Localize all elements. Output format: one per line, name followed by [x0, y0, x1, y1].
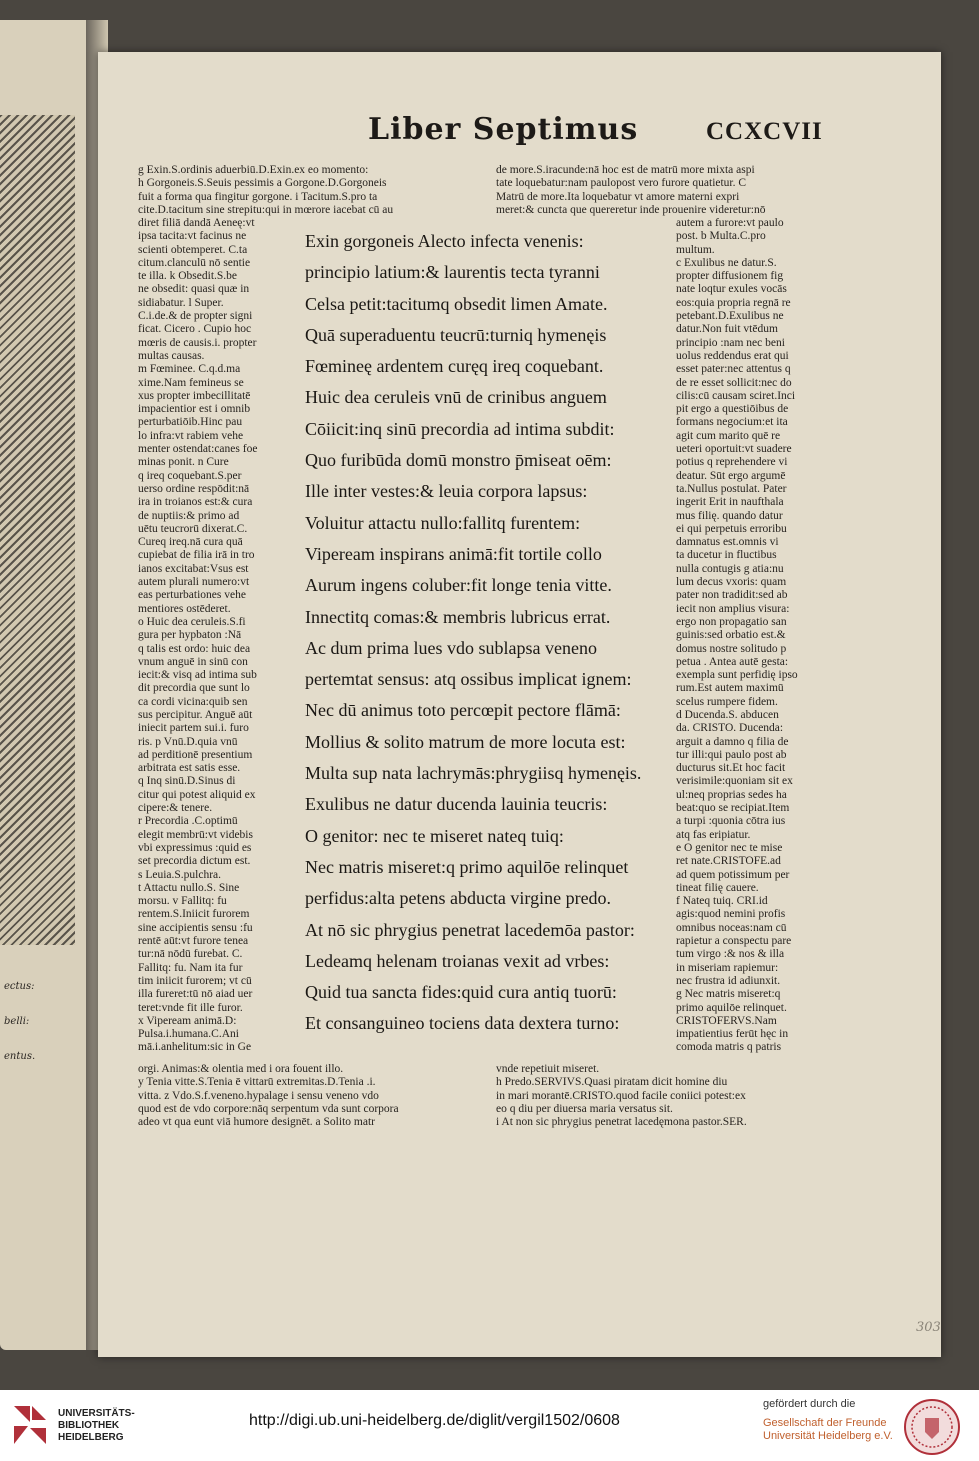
commentary-line: tate loquebatur:nam paulopost vero furore quatietur. C	[496, 177, 747, 190]
commentary-line: in mari morantē.CRISTO.quod facile coniici potest:ex	[496, 1089, 746, 1102]
funding-note	[763, 1398, 893, 1443]
commentary-line: de more.S.iracunde:nā hoc est de matrū more mixta aspi	[496, 164, 755, 176]
university-seal-icon[interactable]	[903, 1398, 961, 1456]
commentary-line: te illa. k Obsedit.S.be	[138, 270, 238, 283]
commentary-line: ficat. Cicero . Cupio hoc	[138, 323, 252, 336]
commentary-line: g Exin.S.ordinis aduerbiū.D.Exin.ex eo momento:	[138, 164, 369, 176]
verse-line: Quo furibūda domū monstro p̄miseat oēm:	[305, 450, 612, 471]
commentary-line: petebant.D.Exulibus ne	[676, 310, 784, 323]
commentary-line: e O genitor nec te mise	[676, 841, 783, 854]
commentary-line: g Nec matris miseret:q	[676, 988, 781, 1001]
verse-line: Vipeream inspirans animā:fit tortile collo	[305, 543, 602, 564]
commentary-line: autem a furore:vt paulo	[676, 217, 784, 229]
commentary-line: impatientius ferūt hęc in	[676, 1028, 789, 1041]
commentary-line: ipsa tacita:vt facinus ne	[138, 230, 247, 243]
commentary-line: h Predo.SERVIVS.Quasi piratam dicit homine diu	[496, 1076, 728, 1089]
commentary-line: multas causas.	[138, 349, 205, 362]
commentary-line: q talis est ordo: huic dea	[138, 642, 251, 655]
verse-line: Innectitq comas:& membris lubricus errat.	[305, 606, 611, 627]
commentary-line: principio :nam nec beni	[676, 336, 785, 349]
commentary-line: nulla contugis g atia:nu	[676, 562, 784, 575]
commentary-line: rentem.S.Iniicit furorem	[138, 908, 250, 921]
commentary-line: domus nostre solitudo p	[676, 642, 787, 655]
commentary-line: cite.D.tacitum sine strepitu:qui in mœrore iacebat cū au	[138, 203, 394, 216]
commentary-line: primo aquilōe relinquet.	[676, 1001, 787, 1014]
commentary-line: exempla sunt perfidię ipso	[676, 669, 798, 682]
commentary-line: ira in troianos est:& cura	[138, 496, 253, 509]
commentary-line: i At non sic phrygius penetrat lacedęmona pastor.SER.	[496, 1116, 747, 1129]
verse-line: perfidus:alta petens abducta virgine predo.	[305, 888, 612, 909]
commentary-line: dit precordia que sunt lo	[138, 682, 250, 695]
commentary-line: c Exulibus ne datur.S.	[676, 256, 777, 269]
verse-line: Ille inter vestes:& leuia corpora lapsus:	[305, 481, 588, 502]
commentary-line: ne obsedit: quasi quæ in	[138, 283, 250, 296]
commentary-line: comoda matris q patris	[676, 1041, 782, 1054]
commentary-line: tur illi:qui paulo post ab	[676, 748, 787, 761]
verse-line: At nō sic phrygius penetrat lacedemōa pastor:	[305, 919, 635, 940]
commentary-line: Cureq ireq.nā cura quā	[138, 536, 243, 549]
commentary-line: autem plurali numero:vt	[138, 576, 250, 589]
commentary-line: h Gorgoneis.S.Seuis pessimis a Gorgone.D.Gorgoneis	[138, 177, 387, 190]
verse-line: Voluitur attactu nullo:fallitq furentem:	[305, 512, 581, 533]
commentary-line: iecit non amplius visura:	[676, 602, 790, 615]
commentary-line: vitta. z Vdo.S.f.veneno.hypalage i sensu veneno vdo	[138, 1089, 379, 1102]
verse-line: Multa sup nata lachrymās:phrygiisq hymenęis.	[305, 763, 642, 784]
commentary-line: pater non tradidit:sed ab	[676, 589, 788, 602]
commentary-line: sus percipitur. Anguē aūt	[138, 708, 253, 721]
commentary-line: xus propter imbecillitatē	[138, 389, 251, 402]
left-page-fragment: belli:	[4, 1016, 30, 1027]
commentary-line: uerso ordine respōdit:nā	[138, 482, 250, 495]
commentary-line: cupiebat de filia irā in tro	[138, 549, 255, 562]
verse-line: Nec matris miseret:q primo aquilōe relinquet	[305, 856, 629, 877]
commentary-line: f Nateq tuiq. CRI.id	[676, 895, 768, 908]
verse-line: Huic dea ceruleis vnū de crinibus anguem	[305, 387, 607, 408]
verse-line: Nec dū animus toto percœpit pectore flāmā:	[305, 700, 621, 721]
verse-line: pertemtat sensus: atq ossibus implicat ignem:	[305, 669, 632, 690]
commentary-line: vnum anguē in sinū con	[138, 655, 248, 668]
commentary-line: Pulsa.i.humana.C.Ani	[138, 1028, 239, 1041]
commentary-line: deatur. Sūt ergo argumē	[676, 469, 786, 482]
folio-number: CCXCVII	[706, 118, 823, 145]
commentary-line: eo q diu per diuersa maria versatus sit.	[496, 1102, 673, 1115]
verse-line: Cōiicit:inq sinū precordia ad intima subdit:	[305, 418, 615, 439]
commentary-line: q Inq sinū.D.Sinus di	[138, 775, 236, 788]
running-head	[368, 112, 848, 156]
verse-line: Exin gorgoneis Alecto infecta venenis:	[305, 231, 584, 251]
commentary-line: iecit:& visq ad intima sub	[138, 669, 257, 682]
verse-line: Quā superaduentu teucrū:turniq hymenęis	[305, 324, 607, 345]
verse-line: principio latium:& laurentis tecta tyranni	[305, 262, 600, 283]
verse-line: Fœmineę ardentem curęq ireq coquebant.	[305, 356, 604, 377]
commentary-line: eos:quia propria regnā re	[676, 296, 791, 309]
commentary-line: y Tenia vitte.S.Tenia ē vittarū extremitas.D.Tenia .i.	[138, 1076, 376, 1089]
library-name-line1: UNIVERSITÄTS-	[58, 1408, 135, 1419]
commentary-line: ingerit Erit in naufthala	[676, 496, 784, 509]
commentary-line: perturbatiōib.Hinc pau	[138, 416, 243, 429]
commentary-line: Matrū de more.Ita loquebatur vt amore materni expri	[496, 190, 740, 203]
commentary-line: ta.Nullus postulat. Pater	[676, 482, 787, 495]
commentary-line: scienti obtemperet. C.ta	[138, 243, 248, 256]
commentary-line: lum decus vxoris: quam	[676, 576, 787, 589]
page-url-link[interactable]: http://digi.ub.uni-heidelberg.de/diglit/vergil1502/0608	[249, 1412, 620, 1429]
commentary-line: potius q reprehendere vi	[676, 456, 788, 469]
commentary-line: scelus rumpere fidem.	[676, 695, 778, 708]
commentary-line: t Attactu nullo.S. Sine	[138, 881, 240, 894]
commentary-line: ad quem potissimum per	[676, 868, 790, 881]
commentary-line: in miseriam rapiemur:	[676, 961, 779, 974]
commentary-line: da. CRISTO. Ducenda:	[676, 722, 784, 735]
verse-line: Mollius & solito matrum de more locuta est:	[305, 731, 626, 752]
commentary-line: lo infra:vt rabiem vehe	[138, 429, 244, 442]
commentary-line: diret filiā dandā Aeneę:vt	[138, 217, 255, 229]
commentary-line: rapietur a conspectu pare	[676, 935, 792, 948]
left-page-fragment: entus.	[4, 1051, 36, 1062]
commentary-line: ei qui perpetuis erroribu	[676, 522, 787, 535]
commentary-line: tineat filię cauere.	[676, 881, 759, 894]
commentary-line: post. b Multa.C.pro	[676, 230, 766, 243]
commentary-line: mus filię. quando datur	[676, 509, 783, 522]
commentary-line: agit cum marito quē re	[676, 429, 781, 442]
sponsor-line1[interactable]: Gesellschaft der Freunde	[763, 1417, 887, 1429]
commentary-line: set precordia dictum est.	[138, 855, 251, 868]
commentary-line: eas perturbationes vehe	[138, 589, 246, 602]
commentary-line: cilis:cū causam sciret.Inci	[676, 389, 796, 402]
commentary-line: propter diffusionem fig	[676, 270, 784, 283]
commentary-line: multum.	[676, 243, 715, 256]
commentary-line: sidiabatur. l Super.	[138, 296, 224, 309]
sponsor-line2[interactable]: Universität Heidelberg e.V.	[763, 1430, 893, 1442]
commentary-line: quod est de vdo corpore:nāq serpentum vda sunt corpora	[138, 1102, 399, 1115]
commentary-line: rentē aūt:vt furore tenea	[138, 935, 249, 948]
commentary-line: damnatus est.omnis vi	[676, 536, 779, 549]
left-page-fragment: ectus:	[4, 981, 35, 992]
commentary-line: datur.Non fuit vtēdum	[676, 323, 778, 336]
verse-block	[305, 226, 665, 1040]
verse-line: Aurum ingens coluber:fit longe tenia vitte.	[305, 575, 612, 596]
commentary-line: elegit membrū:vt videbis	[138, 828, 253, 841]
commentary-line: de nuptiis:& primo ad	[138, 509, 240, 522]
commentary-line: omnibus noceas:nam cū	[676, 921, 787, 934]
commentary-line: vbi expressimus :quid es	[138, 841, 252, 854]
commentary-line: uolus reddendus erat qui	[676, 349, 789, 362]
commentary-line: r Precordia .C.optimū	[138, 815, 238, 828]
commentary-line: iniecit partem sui.i. furo	[138, 722, 249, 735]
commentary-line: rum.Est autem maximū	[676, 682, 784, 695]
commentary-line: tim iniicit furorem; vt cū	[138, 974, 252, 987]
commentary-line: petua . Antea autē gesta:	[676, 655, 789, 668]
commentary-line: fuit a forma qua fingitur gorgone. i Tacitum.S.pro ta	[138, 190, 378, 203]
commentary-line: mœris de causis.i. propter	[138, 336, 257, 349]
commentary-line: ad perditionē presentium	[138, 748, 253, 761]
verse-line: Ledeamq helenam troianas vexit ad vrbes:	[305, 950, 610, 971]
commentary-line: adeo vt qua eunt viā humore designēt. a Solito matr	[138, 1116, 375, 1129]
commentary-line: d Ducenda.S. abducen	[676, 708, 779, 721]
commentary-line: C.i.de.& de propter signi	[138, 310, 253, 323]
commentary-line: tur:nā nōdū furebat. C.	[138, 948, 243, 961]
commentary-line: citum.clanculū nō sentie	[138, 256, 251, 269]
commentary-line: sine accipientis sensu :fu	[138, 921, 253, 934]
commentary-line: arbitrata est satis esse.	[138, 762, 241, 775]
commentary-top-right	[496, 164, 822, 217]
woodcut-illustration	[0, 115, 75, 945]
commentary-bottom-left	[138, 1063, 498, 1129]
library-name	[58, 1408, 135, 1444]
commentary-line: meret:& cuncta que quereretur inde prouenire videretur:nō	[496, 203, 766, 216]
verse-line: Celsa petit:tacitumq obsedit limen Amate.	[305, 293, 608, 314]
commentary-line: orgi. Animas:& olentia med i ora fouent illo.	[138, 1063, 344, 1075]
commentary-bottom-right	[496, 1063, 826, 1129]
commentary-line: de re esset sollicit:nec do	[676, 376, 792, 389]
book-page	[98, 52, 941, 1357]
commentary-line: morsu. v Fallitq: fu	[138, 895, 227, 908]
commentary-line: ducturus sit.Et hoc facit	[676, 762, 786, 775]
commentary-line: s Leuia.S.pulchra.	[138, 868, 222, 881]
commentary-line: ris. p Vnū.D.quia vnū	[138, 735, 238, 748]
commentary-line: mentiores ostēderet.	[138, 602, 231, 615]
commentary-line: q ireq coquebant.S.per	[138, 469, 242, 482]
library-name-line3: HEIDELBERG	[58, 1432, 124, 1443]
commentary-line: ergo non propagatio san	[676, 615, 787, 628]
commentary-line: CRISTOFERVS.Nam	[676, 1014, 777, 1027]
verse-line: Et consanguineo tociens data dextera turno:	[305, 1013, 620, 1034]
commentary-line: o Huic dea ceruleis.S.fi	[138, 615, 246, 628]
commentary-line: nec frustra id adiunxit.	[676, 974, 781, 987]
commentary-top-left	[138, 164, 494, 217]
commentary-line: atq fas eripiatur.	[676, 828, 751, 841]
left-page-edge	[0, 20, 95, 1350]
commentary-line: beat:quo se recipiat.Item	[676, 802, 790, 815]
commentary-line: citur qui potest aliquid ex	[138, 788, 256, 801]
viewer-footer	[0, 1390, 979, 1461]
commentary-line: Fallitq: fu. Nam ita fur	[138, 961, 243, 974]
commentary-line: minas ponit. n Cure	[138, 456, 229, 469]
commentary-line: ret nate.CRISTOFE.ad	[676, 855, 781, 868]
commentary-line: impacientior est i omnib	[138, 403, 251, 416]
commentary-line: nate loqtur exules vocās	[676, 283, 787, 296]
commentary-line: cipere:& tenere.	[138, 802, 213, 815]
commentary-line: ueteri oportuit:vt suadere	[676, 443, 792, 456]
commentary-line: menter ostendat:canes foe	[138, 443, 258, 456]
commentary-line: ca cordi vicina:quib sen	[138, 695, 248, 708]
commentary-line: uētu teucrorū dixerat.C.	[138, 522, 248, 535]
commentary-line: ta ducetur in fluctibus	[676, 549, 777, 562]
library-name-line2: BIBLIOTHEK	[58, 1420, 120, 1431]
commentary-line: pit ergo a questiōibus de	[676, 403, 789, 416]
verse-line: Quid tua sancta fides:quid cura antiq tuorū:	[305, 982, 617, 1003]
commentary-line: x Vipeream animā.D:	[138, 1014, 237, 1027]
commentary-line: verisimile:quoniam sit ex	[676, 775, 793, 788]
commentary-line: a turpi :quonia cōtra ius	[676, 815, 786, 828]
running-title: Liber Septimus	[368, 112, 639, 147]
funded-by-label: gefördert durch die	[763, 1398, 856, 1410]
commentary-line: ul:neq proprias sedes ha	[676, 788, 787, 801]
commentary-line: agis:quod nemini profis	[676, 908, 786, 921]
ub-heidelberg-logo-icon[interactable]	[12, 1402, 48, 1448]
commentary-left-column	[138, 217, 290, 1055]
commentary-line: illa fureret:tū nō aiad uer	[138, 988, 253, 1001]
commentary-line: formans negocium:et ita	[676, 416, 788, 429]
commentary-line: arguit a damno q filia de	[676, 735, 789, 748]
commentary-line: m Fœminee. C.q.d.ma	[138, 363, 241, 376]
commentary-line: xime.Nam femineus se	[138, 376, 244, 389]
verse-line: Exulibus ne datur ducenda lauinia teucris:	[305, 794, 608, 815]
commentary-line: gura per hypbaton :Nā	[138, 629, 242, 642]
commentary-line: tum virgo :& nos & illa	[676, 948, 785, 961]
commentary-line: esset pater:nec attentus q	[676, 363, 791, 376]
commentary-line: teret:vnde fit ille furor.	[138, 1001, 243, 1014]
commentary-line: ianos excitabat:Vsus est	[138, 562, 249, 575]
commentary-line: mā.i.anhelitum:sic in Ge	[138, 1041, 252, 1054]
left-page-fragments	[4, 980, 94, 1085]
verse-line: O genitor: nec te miseret nateq tuiq:	[305, 825, 564, 846]
commentary-right-column	[676, 217, 824, 1055]
commentary-line: vnde repetiuit miseret.	[496, 1063, 600, 1075]
pencil-page-number: 303	[916, 1320, 941, 1335]
commentary-line: guinis:sed orbatio est.&	[676, 629, 786, 642]
verse-line: Ac dum prima lues vdo sublapsa veneno	[305, 637, 597, 658]
